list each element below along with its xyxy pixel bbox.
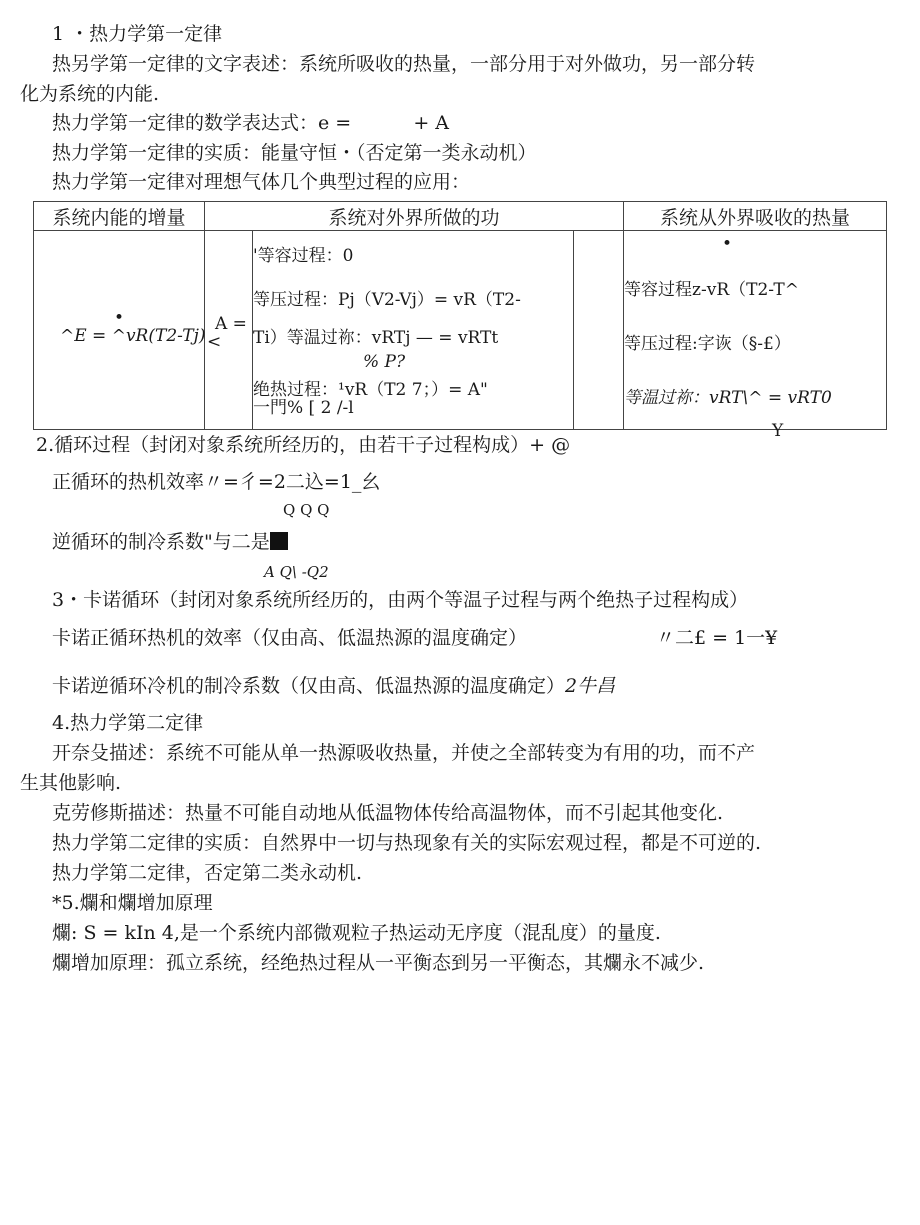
heat-cut-glyph: Y [772,421,784,441]
first-law-essence: 热力学第一定律的实质：能量守恒・（否定第一类永动机） [52,142,537,164]
work-adiabatic: 绝热过程：¹vR（T2 7；）= A" [253,380,488,400]
table-header-work: 系统对外界所做的功 [205,202,624,231]
kelvin-statement-line1: 开奈殳描述：系统不可能从单一热源吸收热量，并使之全部转变为有用的功，而不产 [52,742,756,764]
refrigeration-coefficient-text: 逆循环的制冷系数"与二是 [52,531,270,553]
kelvin-statement-line2: 生其他影响. [20,772,122,794]
work-symbol-top: A = [215,314,247,334]
table-cell-work-symbol [205,231,253,430]
table-header-internal-energy: 系统内能的增量 [34,202,205,231]
heat-engine-efficiency: 正循环的热机效率〃=彳=2二込=1_幺 [52,471,381,493]
work-isochoric: '等容过程：0 [253,246,354,266]
carnot-efficiency-formula: 〃二£ = 1一¥ [656,627,778,649]
filled-square-icon [270,532,288,550]
first-law-formula-label: 热力学第一定律的数学表达式：e = [52,112,352,134]
table-header-heat: 系统从外界吸收的热量 [624,202,887,231]
work-adiabatic-sub: 一門% [ 2 /-l [253,398,354,418]
ideal-gas-process-table [33,201,887,441]
work-symbol-bottom: < [207,332,222,352]
carnot-cop-formula: 2牛昌 [565,675,616,697]
carnot-cop-text: 卡诺逆循环冷机的制冷系数（仅由高、低温热源的温度确定） [52,675,566,697]
section-4-heading: 4.热力学第二定律 [52,712,204,734]
first-law-text-line1: 热另学第一定律的文字表述：系统所吸收的热量，一部分用于对外做功，另一部分转 [52,53,756,75]
internal-energy-formula: ^E = ^vR(T2-Tj) [60,326,206,346]
entropy-principle: 爛增加原理：孤立系统，经绝热过程从一平衡态到另一平衡态，其爛永不减少. [52,952,705,974]
table-cell-heat-processes [624,231,887,441]
refrigeration-coefficient-sub: A Q\ -Q2 [264,563,329,581]
second-law-essence: 热力学第二定律的实质：自然界中一切与热现象有关的实际宏观过程，都是不可逆的. [52,832,762,854]
heat-isobaric: 等压过程:字诙（§-£） [624,334,791,354]
section-2-heading: 2.循环过程（封闭对象系统所经历的，由若干子过程构成）+ @ [36,434,571,456]
first-law-formula [52,110,449,136]
carnot-cop [52,673,615,699]
heat-isothermal: 等温过祢：vRT\^ = vRT0 [624,388,832,408]
entropy-definition: 爛: S = kIn 4,是一个系统内部微观粒子热运动无序度（混乱度）的量度. [52,922,661,944]
table-cell-internal-energy [34,231,205,430]
work-isothermal: Ti）等温过祢：vRTj — = vRTt [253,328,499,348]
work-isothermal-sub: % P? [363,352,406,372]
dot-mark: • [722,234,733,254]
table-cell-blank [574,231,624,430]
first-law-application: 热力学第一定律对理想气体几个典型过程的应用： [52,171,471,193]
work-isobaric: 等压过程：Pj（V2-Vj）= vR（T2- [253,290,521,310]
refrigeration-coefficient [52,529,288,555]
carnot-efficiency: 卡诺正循环热机的效率（仅由高、低温热源的温度确定） [52,627,528,649]
section-5-heading: *5.爛和爛增加原理 [52,892,213,914]
clausius-statement: 克劳修斯描述：热量不可能自动地从低温物体传给高温物体，而不引起其他变化. [52,802,724,824]
section-1-heading: 1 ・热力学第一定律 [52,23,223,45]
section-3-heading: 3・卡诺循环（封闭对象系统所经历的，由两个等温子过程与两个绝热子过程构成） [52,589,749,611]
heat-engine-efficiency-sub: Q Q Q [283,501,330,519]
first-law-text-line2: 化为系统的内能. [20,83,160,105]
dot-mark: • [114,308,125,328]
second-law-negation: 热力学第二定律，否定第二类永动机. [52,862,363,884]
first-law-formula-tail: + A [413,112,449,134]
table-cell-work-processes [253,231,574,430]
heat-isochoric: 等容过程z-vR（T2-T^ [624,280,800,300]
